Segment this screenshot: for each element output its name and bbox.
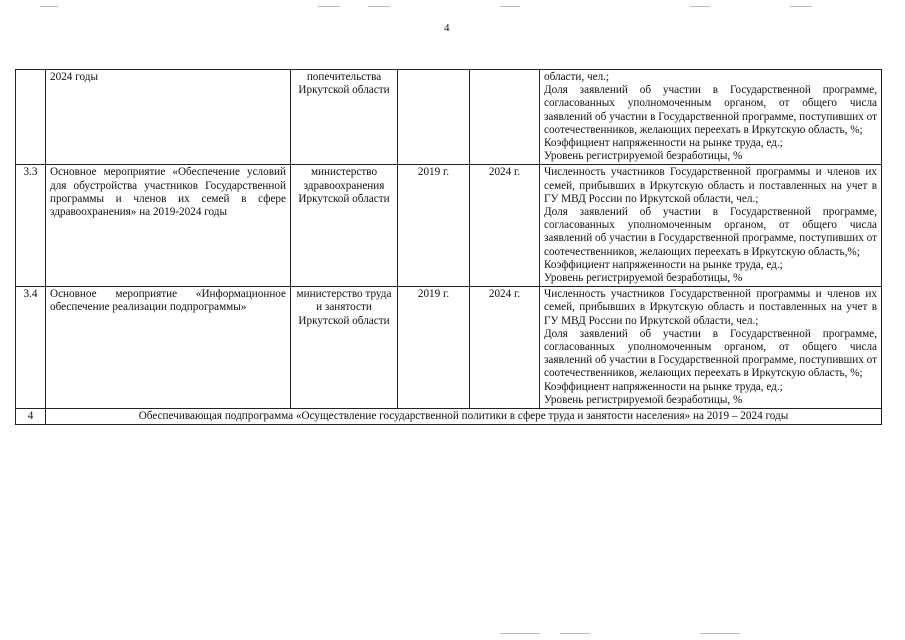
indicator: Коэффициент напряженности на рынке труда, ед.; xyxy=(544,258,783,271)
executor: министерство здравоохранения Иркутской области xyxy=(291,165,398,287)
executor: министерство труда и занятости Иркутской области xyxy=(291,287,398,409)
subprogram-row xyxy=(16,409,882,425)
indicators xyxy=(540,287,882,409)
indicator: Численность участников Государственной программы и членов их семей, прибывших в Иркутскую область и поставленных на учет в ГУ МВД России по Иркутской области, чел.; xyxy=(544,288,877,327)
indicator: Коэффициент напряженности на рынке труда, ед.; xyxy=(544,137,783,150)
indicator: Уровень регистрируемой безработицы, % xyxy=(544,393,743,406)
start-year: 2019 г. xyxy=(398,165,470,287)
table-row xyxy=(16,287,882,409)
row-number: 3.4 xyxy=(16,287,46,409)
subprogram-number: 4 xyxy=(16,409,46,425)
start-year xyxy=(398,70,470,165)
page-number: 4 xyxy=(444,22,450,34)
indicator: Доля заявлений об участии в Государственной программе, согласованных уполномоченным органом, от общего числа заявлений об участии в Государственной программе, поступивших от соотечественников, желающих переехать в Иркутскую область, %; xyxy=(544,327,877,380)
table-row xyxy=(16,70,882,165)
row-number: 3.3 xyxy=(16,165,46,287)
indicator: Доля заявлений об участии в Государственной программе, согласованных уполномоченным органом, от общего числа заявлений об участии в Государственной программе, поступивших от соотечественников, желающих переехать в Иркутскую область,%; xyxy=(544,206,877,258)
row-number xyxy=(16,70,46,165)
executor: попечительства Иркутской области xyxy=(291,70,398,165)
event-name: 2024 годы xyxy=(46,70,291,165)
start-year: 2019 г. xyxy=(398,287,470,409)
indicator: Коэффициент напряженности на рынке труда, ед.; xyxy=(544,380,783,393)
end-year: 2024 г. xyxy=(470,287,540,409)
measures-table xyxy=(15,69,882,425)
table-row xyxy=(16,165,882,287)
indicator: Численность участников Государственной программы и членов их семей, прибывших в Иркутскую область и поставленных на учет в ГУ МВД России по Иркутской области, чел.; xyxy=(544,166,877,205)
end-year xyxy=(470,70,540,165)
end-year: 2024 г. xyxy=(470,165,540,287)
indicators xyxy=(540,70,882,165)
indicators xyxy=(540,165,882,287)
indicator: Уровень регистрируемой безработицы, % xyxy=(544,272,743,285)
event-name: Основное мероприятие «Обеспечение условий для обустройства участников Государственной программы и членов их семей в сфере здравоохранения» на 2019-2024 годы xyxy=(46,165,291,287)
subprogram-title: Обеспечивающая подпрограмма «Осуществление государственной политики в сфере труда и занятости населения» на 2019 – 2024 годы xyxy=(46,409,882,425)
event-name: Основное мероприятие «Информационное обеспечение реализации подпрограммы» xyxy=(46,287,291,409)
indicator: Доля заявлений об участии в Государственной программе, согласованных уполномоченным органом, от общего числа заявлений об участии в Государственной программе, поступивших от соотечественников, желающих переехать в Иркутскую область, %; xyxy=(544,84,877,136)
indicator: области, чел.; xyxy=(544,71,610,83)
indicator: Уровень регистрируемой безработицы, % xyxy=(544,150,743,163)
